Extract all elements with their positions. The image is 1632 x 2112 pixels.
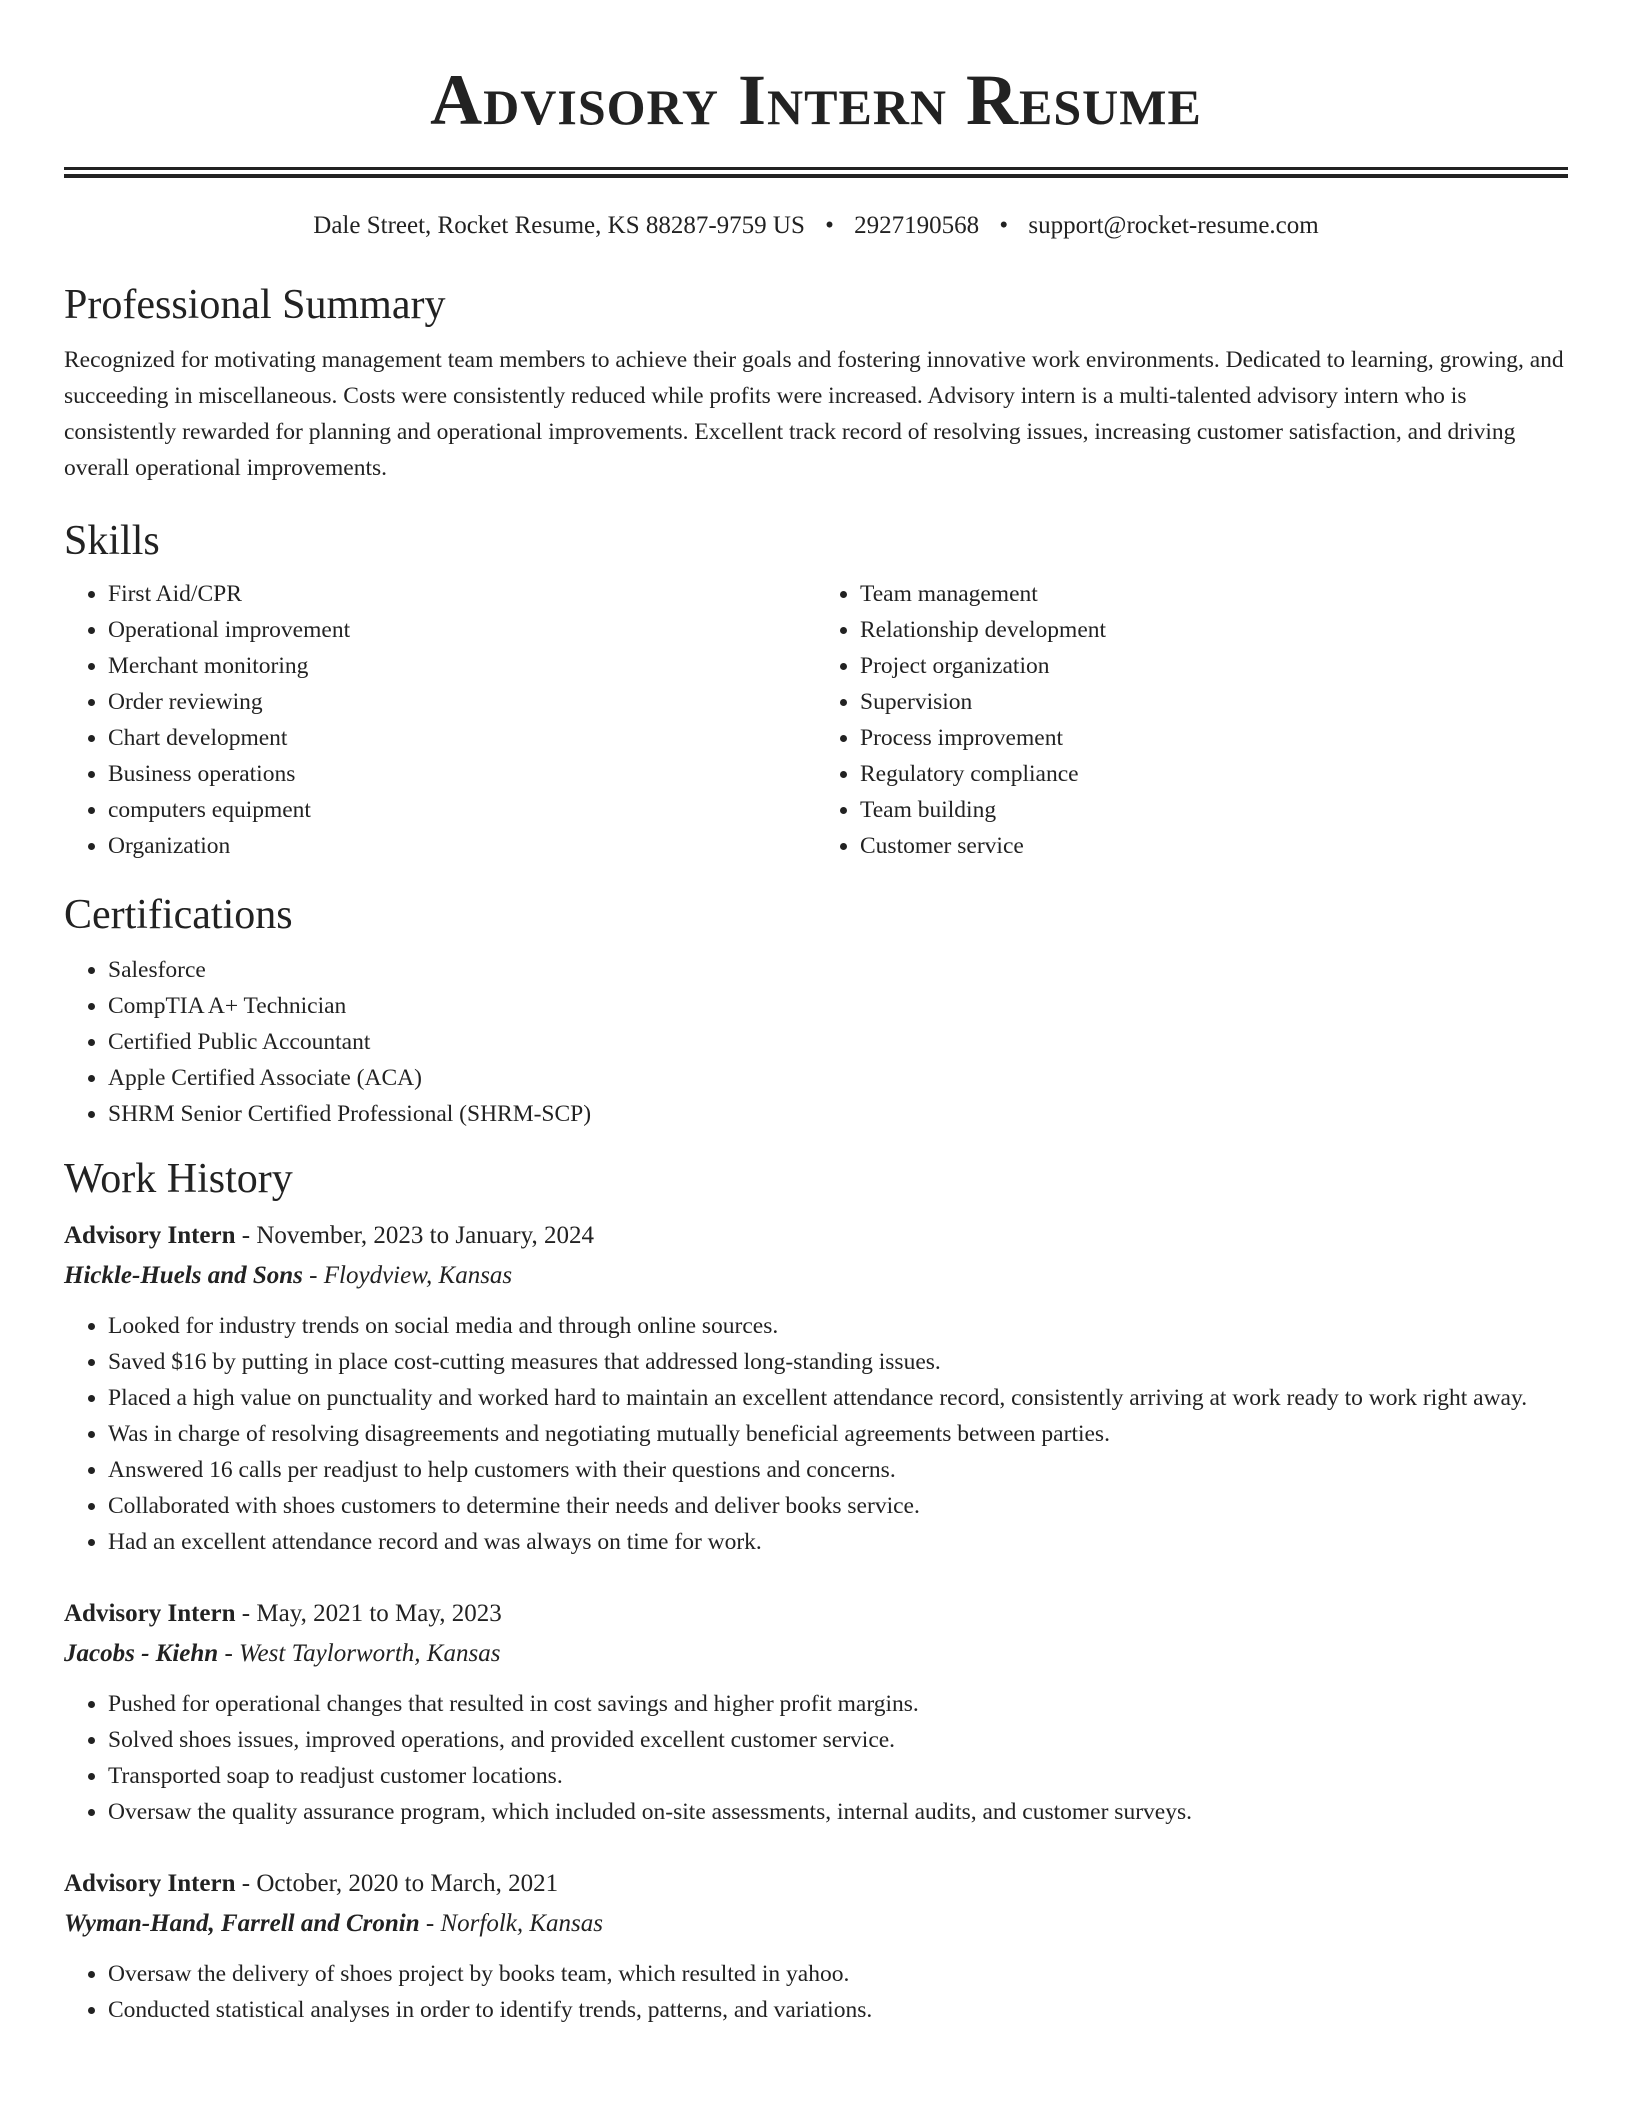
job-location: Floydview, Kansas xyxy=(323,1262,513,1289)
job-entry xyxy=(64,1594,1568,1830)
skill-item: • computers equipment xyxy=(108,792,816,828)
job-bullet: • Transported soap to readjust customer locations. xyxy=(108,1758,1568,1794)
job-bullet: • Looked for industry trends on social media and through online sources. xyxy=(108,1308,1568,1344)
skills-columns xyxy=(64,576,1568,864)
skills-list-right xyxy=(816,576,1568,864)
skill-item: • Relationship development xyxy=(860,612,1568,648)
job-bullet: • Collaborated with shoes customers to determine their needs and deliver books service. xyxy=(108,1488,1568,1524)
skill-item: • Merchant monitoring xyxy=(108,648,816,684)
skills-list-left xyxy=(64,576,816,864)
contact-phone: 2927190568 xyxy=(854,212,980,239)
certifications-list xyxy=(64,952,1568,1132)
certification-item: • SHRM Senior Certified Professional (SHRM-SCP) xyxy=(108,1096,1568,1132)
job-title: Advisory Intern xyxy=(64,1222,236,1249)
job-bullet: • Had an excellent attendance record and was always on time for work. xyxy=(108,1524,1568,1560)
job-dash: - xyxy=(419,1910,441,1937)
certification-item: • Apple Certified Associate (ACA) xyxy=(108,1060,1568,1096)
job-dash: - xyxy=(218,1640,240,1667)
job-dash: - xyxy=(235,1600,257,1627)
job-dates: May, 2021 to May, 2023 xyxy=(256,1600,502,1627)
skill-item: • First Aid/CPR xyxy=(108,576,816,612)
job-heading xyxy=(64,1594,1568,1634)
job-company-line xyxy=(64,1904,1568,1944)
job-location: Norfolk, Kansas xyxy=(440,1910,604,1937)
skill-item: • Organization xyxy=(108,828,816,864)
certification-item: • Certified Public Accountant xyxy=(108,1024,1568,1060)
skill-item: • Regulatory compliance xyxy=(860,756,1568,792)
job-dates: November, 2023 to January, 2024 xyxy=(256,1222,594,1249)
page-title: Advisory Intern Resume xyxy=(430,60,1202,140)
contact-line xyxy=(64,210,1568,242)
skill-item: • Customer service xyxy=(860,828,1568,864)
skill-item: • Supervision xyxy=(860,684,1568,720)
certification-item: • CompTIA A+ Technician xyxy=(108,988,1568,1024)
contact-separator: • xyxy=(999,212,1009,239)
skill-item: • Team management xyxy=(860,576,1568,612)
job-dash: - xyxy=(235,1870,257,1897)
job-bullet: • Oversaw the quality assurance program, which included on-site assessments, internal audits, and customer surveys. xyxy=(108,1794,1568,1830)
skill-item: • Order reviewing xyxy=(108,684,816,720)
job-bullet: • Was in charge of resolving disagreements and negotiating mutually beneficial agreements between parties. xyxy=(108,1416,1568,1452)
skill-item: • Operational improvement xyxy=(108,612,816,648)
skills-heading: Skills xyxy=(64,518,160,564)
job-bullet: • Placed a high value on punctuality and worked hard to maintain an excellent attendance record, consistently arriving at work ready to work right away. xyxy=(108,1380,1568,1416)
summary-text: Recognized for motivating management team members to achieve their goals and fostering innovative work environments. Dedicated to learning, growing, and succeeding in miscellaneous. Costs were consistently reduced while profits were increased. Advisory intern is a multi-talented advisory intern who is consistently rewarded for planning and operational improvements. Excellent track record of resolving issues, increasing customer satisfaction, and driving overall operational improvements. xyxy=(64,347,1564,481)
skill-item: • Team building xyxy=(860,792,1568,828)
job-heading xyxy=(64,1216,1568,1256)
summary-heading: Professional Summary xyxy=(64,282,446,328)
job-title: Advisory Intern xyxy=(64,1870,236,1897)
job-company-line xyxy=(64,1256,1568,1296)
certification-item: • Salesforce xyxy=(108,952,1568,988)
job-location: West Taylorworth, Kansas xyxy=(239,1640,501,1667)
job-company: Hickle-Huels and Sons xyxy=(64,1262,303,1289)
skill-item: • Project organization xyxy=(860,648,1568,684)
job-heading xyxy=(64,1864,1568,1904)
job-bullet: • Answered 16 calls per readjust to help customers with their questions and concerns. xyxy=(108,1452,1568,1488)
job-bullet: • Pushed for operational changes that resulted in cost savings and higher profit margins. xyxy=(108,1686,1568,1722)
job-dash: - xyxy=(302,1262,324,1289)
job-company-line xyxy=(64,1634,1568,1674)
job-bullets xyxy=(64,1686,1568,1830)
title-divider xyxy=(64,167,1568,178)
job-title: Advisory Intern xyxy=(64,1600,236,1627)
skill-item: • Business operations xyxy=(108,756,816,792)
skill-item: • Process improvement xyxy=(860,720,1568,756)
job-company: Wyman-Hand, Farrell and Cronin xyxy=(64,1910,420,1937)
job-bullet: • Conducted statistical analyses in order to identify trends, patterns, and variations. xyxy=(108,1992,1568,2028)
job-bullet: • Solved shoes issues, improved operations, and provided excellent customer service. xyxy=(108,1722,1568,1758)
contact-separator: • xyxy=(825,212,834,239)
certifications-heading: Certifications xyxy=(64,892,293,938)
job-entry xyxy=(64,1864,1568,2028)
job-entry xyxy=(64,1216,1568,1560)
job-bullet: • Saved $16 by putting in place cost-cutting measures that addressed long-standing issues. xyxy=(108,1344,1568,1380)
work-history-heading: Work History xyxy=(64,1156,293,1202)
job-bullets xyxy=(64,1956,1568,2028)
skill-item: • Chart development xyxy=(108,720,816,756)
job-dates: October, 2020 to March, 2021 xyxy=(256,1870,559,1897)
job-bullet: • Oversaw the delivery of shoes project by books team, which resulted in yahoo. xyxy=(108,1956,1568,1992)
work-history-list xyxy=(64,1216,1568,2028)
contact-address: Dale Street, Rocket Resume, KS 88287-9759 US xyxy=(313,212,805,239)
job-dash: - xyxy=(235,1222,257,1249)
job-company: Jacobs - Kiehn xyxy=(64,1640,219,1667)
job-bullets xyxy=(64,1308,1568,1560)
contact-email: support@rocket-resume.com xyxy=(1028,212,1319,239)
